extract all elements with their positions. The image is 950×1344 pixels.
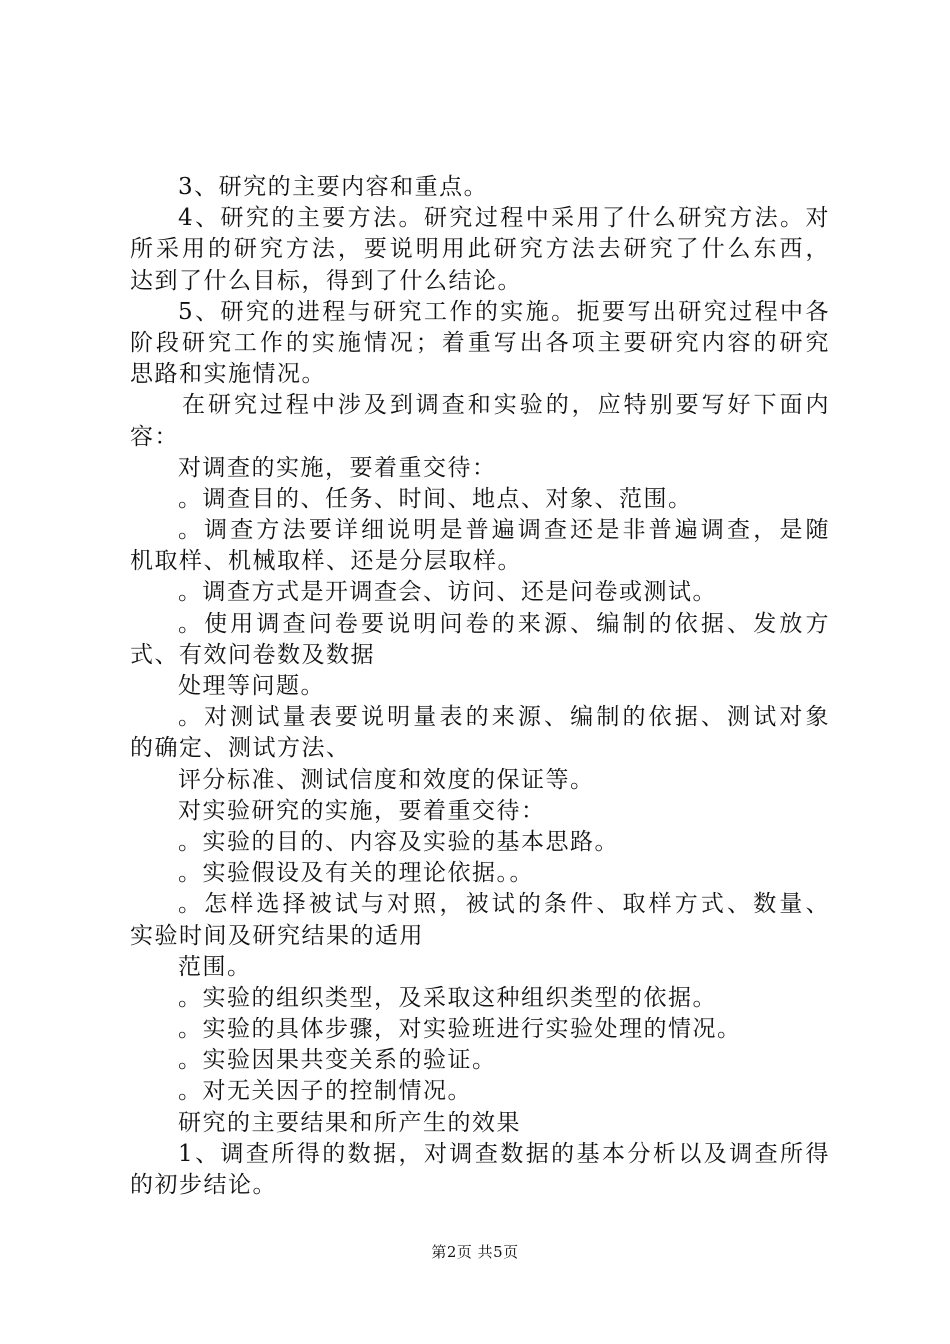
text-line: 。调查方式是开调查会、访问、还是问卷或测试。 (178, 579, 717, 606)
text-line: 。对测试量表要说明量表的来源、编制的依据、测试对象 (178, 704, 830, 731)
text-line: 。调查目的、任务、时间、地点、对象、范围。 (178, 485, 693, 512)
text-line: 研究的主要结果和所产生的效果 (178, 1109, 521, 1136)
text-line: 。调查方法要详细说明是普遍调查还是非普遍调查，是随 (178, 517, 830, 544)
text-line: 所采用的研究方法，要说明用此研究方法去研究了什么东西， (130, 236, 830, 263)
text-line: 达到了什么目标，得到了什么结论。 (130, 267, 522, 294)
text-line: 处理等问题。 (178, 673, 325, 699)
text-line: 机取样、机械取样、还是分层取样。 (130, 548, 522, 575)
text-line: 实验时间及研究结果的适用 (130, 922, 424, 949)
text-line: 。实验的目的、内容及实验的基本思路。 (178, 828, 619, 855)
text-line: 评分标准、测试信度和效度的保证等。 (178, 766, 595, 793)
text-line: 。使用调查问卷要说明问卷的来源、编制的依据、发放方 (178, 610, 830, 637)
text-line: 。实验假设及有关的理论依据。。 (178, 860, 534, 887)
text-line: 对调查的实施，要着重交待： (178, 454, 497, 481)
text-line: 3、研究的主要内容和重点。 (178, 174, 489, 200)
text-line: 阶段研究工作的实施情况；着重写出各项主要研究内容的研究 (130, 329, 830, 356)
text-line: 思路和实施情况。 (130, 361, 326, 388)
text-line: 。怎样选择被试与对照，被试的条件、取样方式、数量、 (178, 891, 830, 918)
text-line: 范围。 (178, 953, 252, 980)
page-footer: 第2页 共5页 (431, 1243, 519, 1261)
text-line: 对实验研究的实施，要着重交待： (178, 797, 546, 824)
text-line: 4、研究的主要方法。研究过程中采用了什么研究方法。对 (178, 205, 830, 232)
text-line: 的确定、测试方法、 (130, 735, 351, 762)
text-line: 1、调查所得的数据，对调查数据的基本分析以及调查所得 (178, 1140, 830, 1167)
text-line: 式、有效问卷数及数据 (130, 641, 375, 668)
text-line: 。实验的具体步骤，对实验班进行实验处理的情况。 (178, 1016, 742, 1043)
text-line: 5、研究的进程与研究工作的实施。扼要写出研究过程中各 (178, 298, 830, 325)
text-line: 容： (130, 423, 179, 450)
text-line: 在研究过程中涉及到调查和实验的，应特别要写好下面内 (182, 392, 830, 419)
text-line: 。实验的组织类型，及采取这种组织类型的依据。 (178, 984, 717, 1011)
text-line: 。对无关因子的控制情况。 (178, 1078, 472, 1105)
text-line: 的初步结论。 (130, 1172, 277, 1198)
body-text (130, 172, 830, 1201)
text-line: 。实验因果共变关系的验证。 (178, 1047, 497, 1074)
